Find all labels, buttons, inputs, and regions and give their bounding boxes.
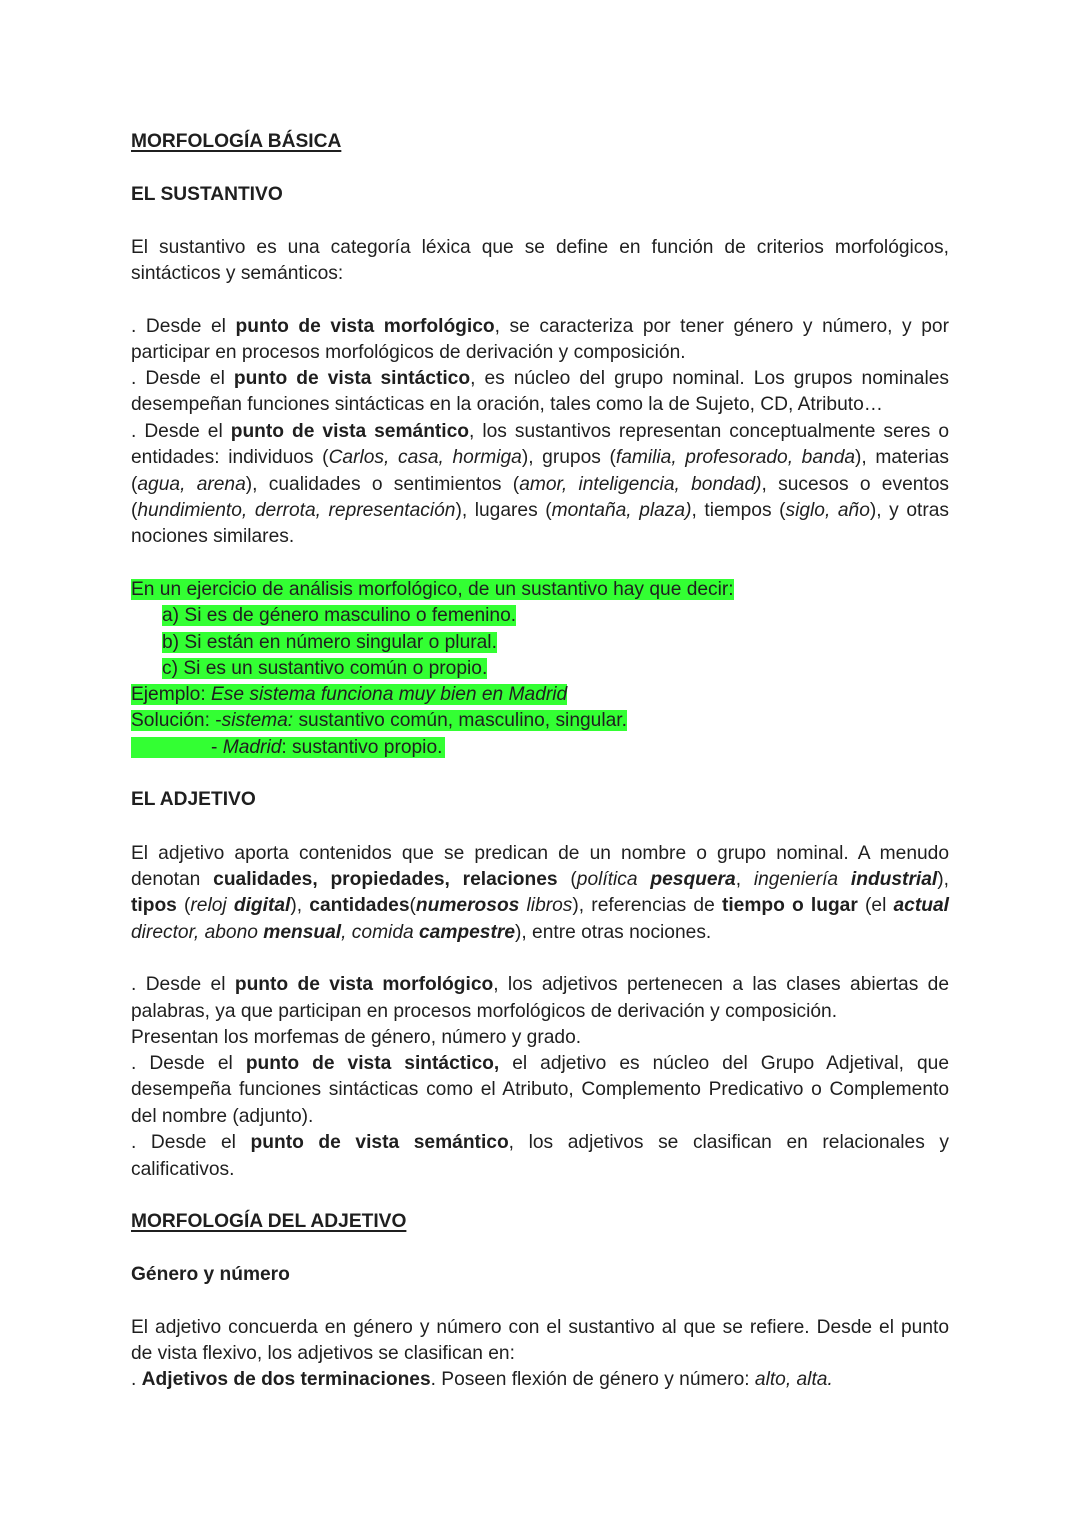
list-item: . Adjetivos de dos terminaciones. Poseen flexión de género y número: alto, alta. [131,1369,833,1390]
text-line: tipos (reloj digital), cantidades(numerosos libros), referencias de tiempo o lugar (el actual [131,895,949,916]
exercise-intro: En un ejercicio de análisis morfológico, de un sustantivo hay que decir: [131,579,734,600]
text-line: participar en procesos morfológicos de derivación y composición. [131,342,686,363]
text-line: . Desde el punto de vista sintáctico, es núcleo del grupo nominal. Los grupos nominales [131,368,949,389]
exercise-item: c) Si es un sustantivo común o propio. [162,658,488,679]
text-line: Presentan los morfemas de género, número y grado. [131,1027,582,1048]
text-line: . Desde el punto de vista morfológico, los adjetivos pertenecen a las clases abiertas de [131,974,950,995]
exercise-solution: Solución: -sistema: sustantivo común, masculino, singular. [131,710,627,731]
section-heading-morfologia-adjetivo: MORFOLOGÍA DEL ADJETIVO [131,1211,407,1232]
exercise-example: Ejemplo: Ese sistema funciona muy bien en Madrid [131,684,568,705]
exercise-item: a) Si es de género masculino o femenino. [162,605,517,626]
text-line: . Desde el punto de vista semántico, los sustantivos representan conceptualmente seres o [131,421,949,442]
text-line: . Desde el punto de vista sintáctico, el adjetivo es núcleo del Grupo Adjetival, que [131,1053,949,1074]
section-heading-sustantivo: EL SUSTANTIVO [131,184,283,205]
section-heading-adjetivo: EL ADJETIVO [131,789,256,810]
text-line: (hundimiento, derrota, representación), lugares (montaña, plaza), tiempos (siglo, año), y otras [131,500,949,521]
text-line: sintácticos y semánticos: [131,263,344,284]
text-line: . Desde el punto de vista semántico, los adjetivos se clasifican en relacionales y [131,1132,949,1153]
text-line: denotan cualidades, propiedades, relaciones (política pesquera, ingeniería industrial), [131,869,949,890]
text-line: director, abono mensual, comida campestre), entre otras nociones. [131,922,712,943]
text-line: (agua, arena), cualidades o sentimientos (amor, inteligencia, bondad), sucesos o eventos [131,474,950,495]
subheading-genero-numero: Género y número [131,1264,290,1285]
text-line: entidades: individuos (Carlos, casa, hormiga), grupos (familia, profesorado, banda), materias [131,447,949,468]
text-line: desempeña funciones sintácticas como el Atributo, Complemento Predicativo o Complemento [131,1079,949,1100]
text-line: palabras, ya que participan en procesos morfológicos de derivación y composición. [131,1001,838,1022]
text-line: nociones similares. [131,526,295,547]
text-line: El adjetivo concuerda en género y número con el sustantivo al que se refiere. Desde el punto [131,1317,949,1338]
exercise-item: b) Si están en número singular o plural. [162,632,497,653]
page-title: MORFOLOGÍA BÁSICA [131,131,342,152]
text-line: calificativos. [131,1159,235,1180]
text-line: del nombre (adjunto). [131,1106,314,1127]
exercise-solution: - Madrid: sustantivo propio. [131,735,949,761]
text-line: de vista flexivo, los adjetivos se clasifican en: [131,1343,515,1364]
text-line: El adjetivo aporta contenidos que se predican de un nombre o grupo nominal. A menudo [131,843,949,864]
text-line: desempeñan funciones sintácticas en la oración, tales como la de Sujeto, CD, Atributo… [131,394,883,415]
text-line: . Desde el punto de vista morfológico, se caracteriza por tener género y número, y por [131,316,949,337]
text-line: El sustantivo es una categoría léxica que se define en función de criterios morfológicos, [131,237,949,258]
